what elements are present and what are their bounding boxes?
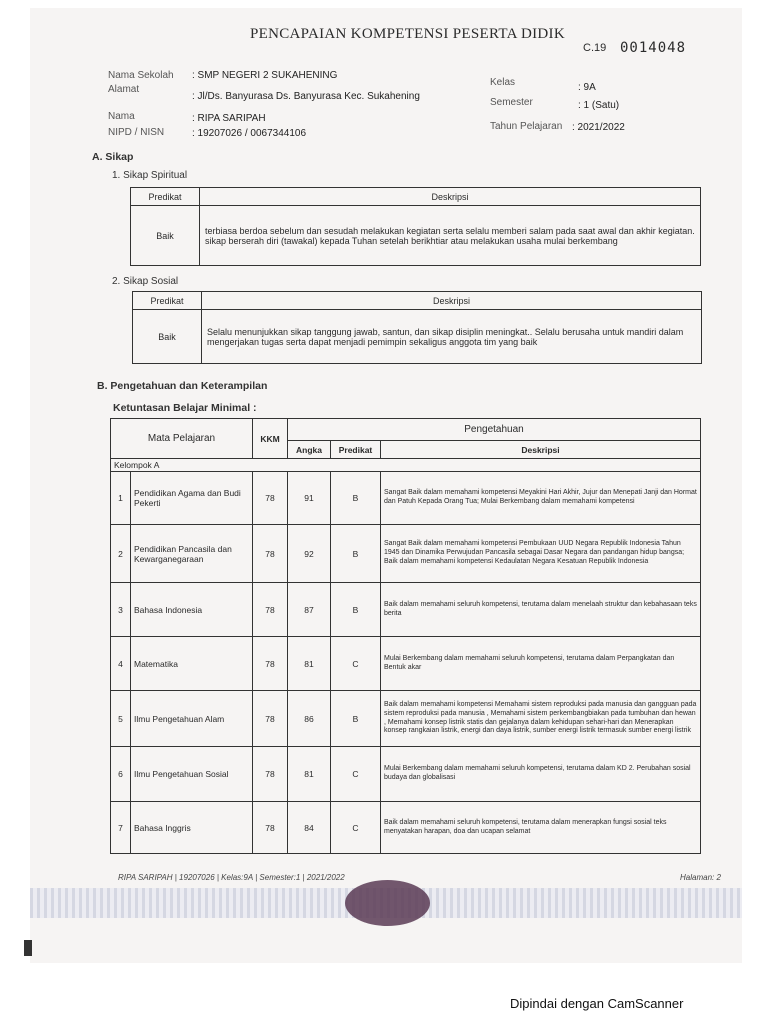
predikat-value: C [331, 747, 381, 802]
predikat-value: C [331, 802, 381, 854]
row-number: 6 [111, 747, 131, 802]
scanner-watermark: Dipindai dengan CamScanner [510, 996, 684, 1011]
subject-name: Pendidikan Agama dan Budi Pekerti [131, 472, 253, 525]
spiritual-title: 1. Sikap Spiritual [112, 170, 188, 181]
kbm-heading: Ketuntasan Belajar Minimal : [113, 402, 257, 414]
page-number: Halaman: 2 [680, 873, 721, 882]
row-number: 7 [111, 802, 131, 854]
deskripsi-value: Baik dalam memahami kompetensi Memahami sistem reproduksi pada manusia dan gangguan pada sistem reproduksi pada manusia , Memahami sistem perkembangbiakan pada tumbuhan dan hewan , Memahami konsep listrik statis dan gejalanya dalam kehidupan sehari-hari dan Menerapkan konsep rangkaian listrik, energi dan daya listrik, sumber energi listrik termasuk sumber energi listrik [381, 691, 701, 747]
social-title: 2. Sikap Sosial [112, 276, 179, 287]
social-deskripsi: Selalu menunjukkan sikap tanggung jawab, santun, dan sikap disiplin meningkat.. Selalu berusaha untuk mandiri dalam mengerjakan tugas serta dapat menjadi pemimpin sekaligus anggota tim yang baik [202, 310, 702, 364]
table-row [111, 747, 701, 802]
deskripsi-value: Sangat Baik dalam memahami kompetensi Pembukaan UUD Negara Republik Indonesia Tahun 1945 dan Dinamika Perwujudan Pancasila sebagai Dasar Negara dan pandangan hidup bangsa; Baik dalam memahami kompetensi Kedaulatan Negara Kesatuan Republik Indonesia [381, 525, 701, 583]
kkm-value: 78 [253, 525, 288, 583]
angka-value: 92 [288, 525, 331, 583]
deskripsi-value: Mulai Berkembang dalam memahami seluruh kompetensi, terutama dalam KD 2. Perubahan sosial budaya dan globalisasi [381, 747, 701, 802]
scan-edge [24, 940, 32, 956]
kkm-value: 78 [253, 802, 288, 854]
nisn-label: NIPD / NISN [108, 127, 165, 138]
semester-label: Semester [490, 97, 533, 108]
deskripsi-value: Baik dalam memahami seluruh kompetensi, terutama dalam menerapkan fungsi sosial teks menyatakan harapan, doa dan ucapan selamat [381, 802, 701, 854]
predikat-value: B [331, 691, 381, 747]
predikat-value: C [331, 637, 381, 691]
address-label: Alamat [108, 84, 140, 95]
social-table [132, 291, 702, 364]
predikat-value: B [331, 525, 381, 583]
table-row [111, 472, 701, 525]
table-row [111, 802, 701, 854]
subject-name: Bahasa Inggris [131, 802, 253, 854]
semester-value: : 1 (Satu) [578, 100, 620, 111]
subject-name: Ilmu Pengetahuan Sosial [131, 747, 253, 802]
class-label: Kelas [490, 77, 516, 88]
page-title: PENCAPAIAN KOMPETENSI PESERTA DIDIK [250, 26, 565, 42]
table-row [111, 691, 701, 747]
deskripsi-value: Mulai Berkembang dalam memahami seluruh kompetensi, terutama dalam Perpangkatan dan Bentuk akar [381, 637, 701, 691]
form-code: C.19 [583, 42, 607, 54]
footer-info: RIPA SARIPAH | 19207026 | Kelas:9A | Semester:1 | 2021/2022 [118, 873, 345, 882]
deskripsi-value: Baik dalam memahami seluruh kompetensi, terutama dalam menelaah struktur dan kebahasaan teks berita [381, 583, 701, 637]
subject-name: Matematika [131, 637, 253, 691]
table-row [111, 525, 701, 583]
group-label: Kelompok A [111, 459, 701, 472]
student-name-label: Nama [108, 111, 135, 122]
subject-name: Ilmu Pengetahuan Alam [131, 691, 253, 747]
table-row [111, 637, 701, 691]
social-predikat: Baik [133, 310, 202, 364]
row-number: 4 [111, 637, 131, 691]
kkm-value: 78 [253, 472, 288, 525]
predikat-header: Predikat [133, 292, 202, 310]
year-label: Tahun Pelajaran [490, 121, 563, 132]
subject-name: Pendidikan Pancasila dan Kewarganegaraan [131, 525, 253, 583]
kkm-value: 78 [253, 691, 288, 747]
predikat-header: Predikat [131, 188, 200, 206]
section-b-heading: B. Pengetahuan dan Keterampilan [97, 380, 268, 392]
deskripsi-header: Deskripsi [202, 292, 702, 310]
subject-name: Bahasa Indonesia [131, 583, 253, 637]
pengetahuan-header: Pengetahuan [288, 419, 701, 441]
angka-value: 87 [288, 583, 331, 637]
student-name-value: : RIPA SARIPAH [192, 113, 266, 124]
row-number: 3 [111, 583, 131, 637]
angka-value: 81 [288, 637, 331, 691]
spiritual-table [130, 187, 701, 266]
school-label: Nama Sekolah [108, 70, 174, 81]
emblem-seal [345, 880, 430, 926]
angka-value: 86 [288, 691, 331, 747]
angka-header: Angka [288, 441, 331, 459]
kkm-header: KKM [253, 419, 288, 459]
school-value: : SMP NEGERI 2 SUKAHENING [192, 70, 338, 81]
predikat-value: B [331, 583, 381, 637]
row-number: 1 [111, 472, 131, 525]
address-value: : Jl/Ds. Banyurasa Ds. Banyurasa Kec. Sukahening [192, 91, 420, 102]
nisn-value: : 19207026 / 0067344106 [192, 128, 306, 139]
serial-number: 0014048 [620, 40, 687, 56]
angka-value: 84 [288, 802, 331, 854]
spiritual-deskripsi: terbiasa berdoa sebelum dan sesudah melakukan kegiatan serta selalu memberi salam pada saat awal dan akhir kegiatan. sikap berserah diri (tawakal) kepada Tuhan setelah berikhtiar atau melakukan usaha mulai berkembang [200, 206, 701, 266]
year-value: : 2021/2022 [572, 122, 625, 133]
predikat-value: B [331, 472, 381, 525]
kkm-value: 78 [253, 637, 288, 691]
grade-rows [111, 472, 701, 854]
deskripsi-value: Sangat Baik dalam memahami kompetensi Meyakini Hari Akhir, Jujur dan Menepati Janji dan Hormat dan Patuh Kepada Orang Tua; Mulai Berkembang dalam memahami kompetensi [381, 472, 701, 525]
spiritual-predikat: Baik [131, 206, 200, 266]
row-number: 2 [111, 525, 131, 583]
kkm-value: 78 [253, 747, 288, 802]
grades-table [110, 418, 701, 854]
row-number: 5 [111, 691, 131, 747]
section-a-heading: A. Sikap [92, 151, 134, 163]
kkm-value: 78 [253, 583, 288, 637]
class-value: : 9A [578, 82, 596, 93]
angka-value: 81 [288, 747, 331, 802]
mapel-header: Mata Pelajaran [111, 419, 253, 459]
predikat-col-header: Predikat [331, 441, 381, 459]
table-row [111, 583, 701, 637]
angka-value: 91 [288, 472, 331, 525]
deskripsi-header: Deskripsi [200, 188, 701, 206]
deskripsi-col-header: Deskripsi [381, 441, 701, 459]
